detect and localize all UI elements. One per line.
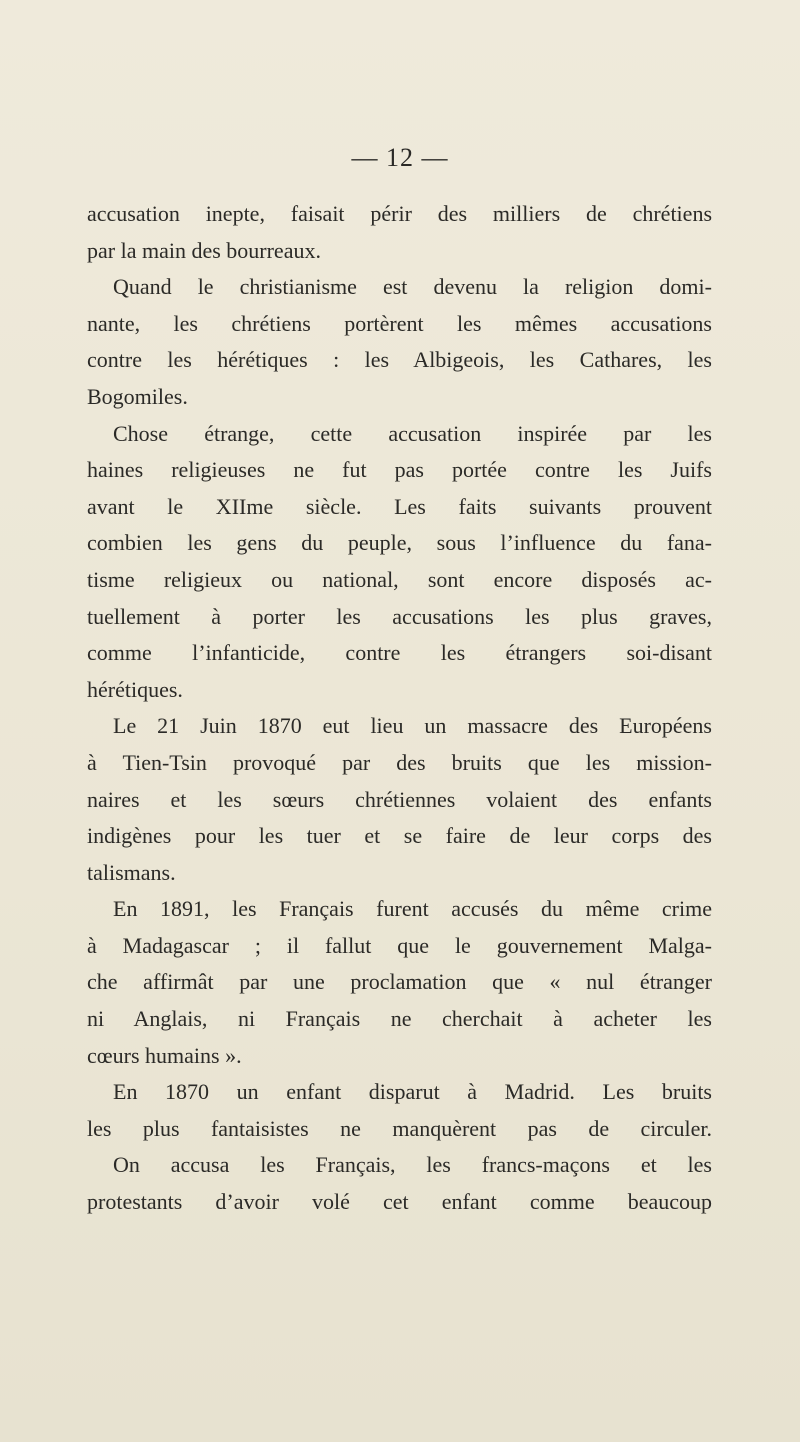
text-line: En 1891, les Français furent accusés du même crime (113, 896, 712, 922)
text-line: indigènes pour les tuer et se faire de leur corps des (87, 823, 712, 849)
text-line: avant le XIIme siècle. Les faits suivants prouvent (87, 493, 712, 519)
text-line: à Tien-Tsin provoqué par des bruits que les mission- (87, 749, 712, 775)
body-text (87, 196, 712, 1221)
text-line: naires et les sœurs chrétiennes volaient des enfants (87, 786, 712, 812)
page-number: — 12 — (351, 143, 449, 172)
text-line: hérétiques. (87, 676, 183, 702)
text-line: contre les hérétiques : les Albigeois, les Cathares, les (87, 347, 712, 373)
text-line: les plus fantaisistes ne manquèrent pas de circuler. (87, 1115, 712, 1141)
text-line: tisme religieux ou national, sont encore disposés ac- (87, 566, 712, 592)
text-line: tuellement à porter les accusations les plus graves, (87, 603, 712, 629)
text-line: par la main des bourreaux. (87, 237, 321, 263)
text-line: nante, les chrétiens portèrent les mêmes accusations (87, 310, 712, 336)
text-line: talismans. (87, 859, 176, 885)
text-line: Quand le christianisme est devenu la religion domi- (113, 274, 712, 300)
text-line: che affirmât par une proclamation que « nul étranger (87, 969, 712, 995)
text-line: haines religieuses ne fut pas portée contre les Juifs (87, 457, 712, 483)
text-line: à Madagascar ; il fallut que le gouvernement Malga- (87, 932, 712, 958)
text-line: cœurs humains ». (87, 1042, 242, 1068)
text-line: Chose étrange, cette accusation inspirée par les (113, 420, 712, 446)
text-line: combien les gens du peuple, sous l’influence du fana- (87, 530, 712, 556)
text-line: En 1870 un enfant disparut à Madrid. Les bruits (113, 1079, 712, 1105)
text-line: Le 21 Juin 1870 eut lieu un massacre des Européens (113, 713, 712, 739)
text-line: comme l’infanticide, contre les étrangers soi-disant (87, 640, 712, 666)
text-line: accusation inepte, faisait périr des milliers de chrétiens (87, 201, 712, 226)
text-line: protestants d’avoir volé cet enfant comme beaucoup (87, 1189, 712, 1215)
text-line: On accusa les Français, les francs-maçons et les (113, 1152, 712, 1178)
text-line: Bogomiles. (87, 383, 188, 409)
text-line: ni Anglais, ni Français ne cherchait à acheter les (87, 1006, 712, 1032)
